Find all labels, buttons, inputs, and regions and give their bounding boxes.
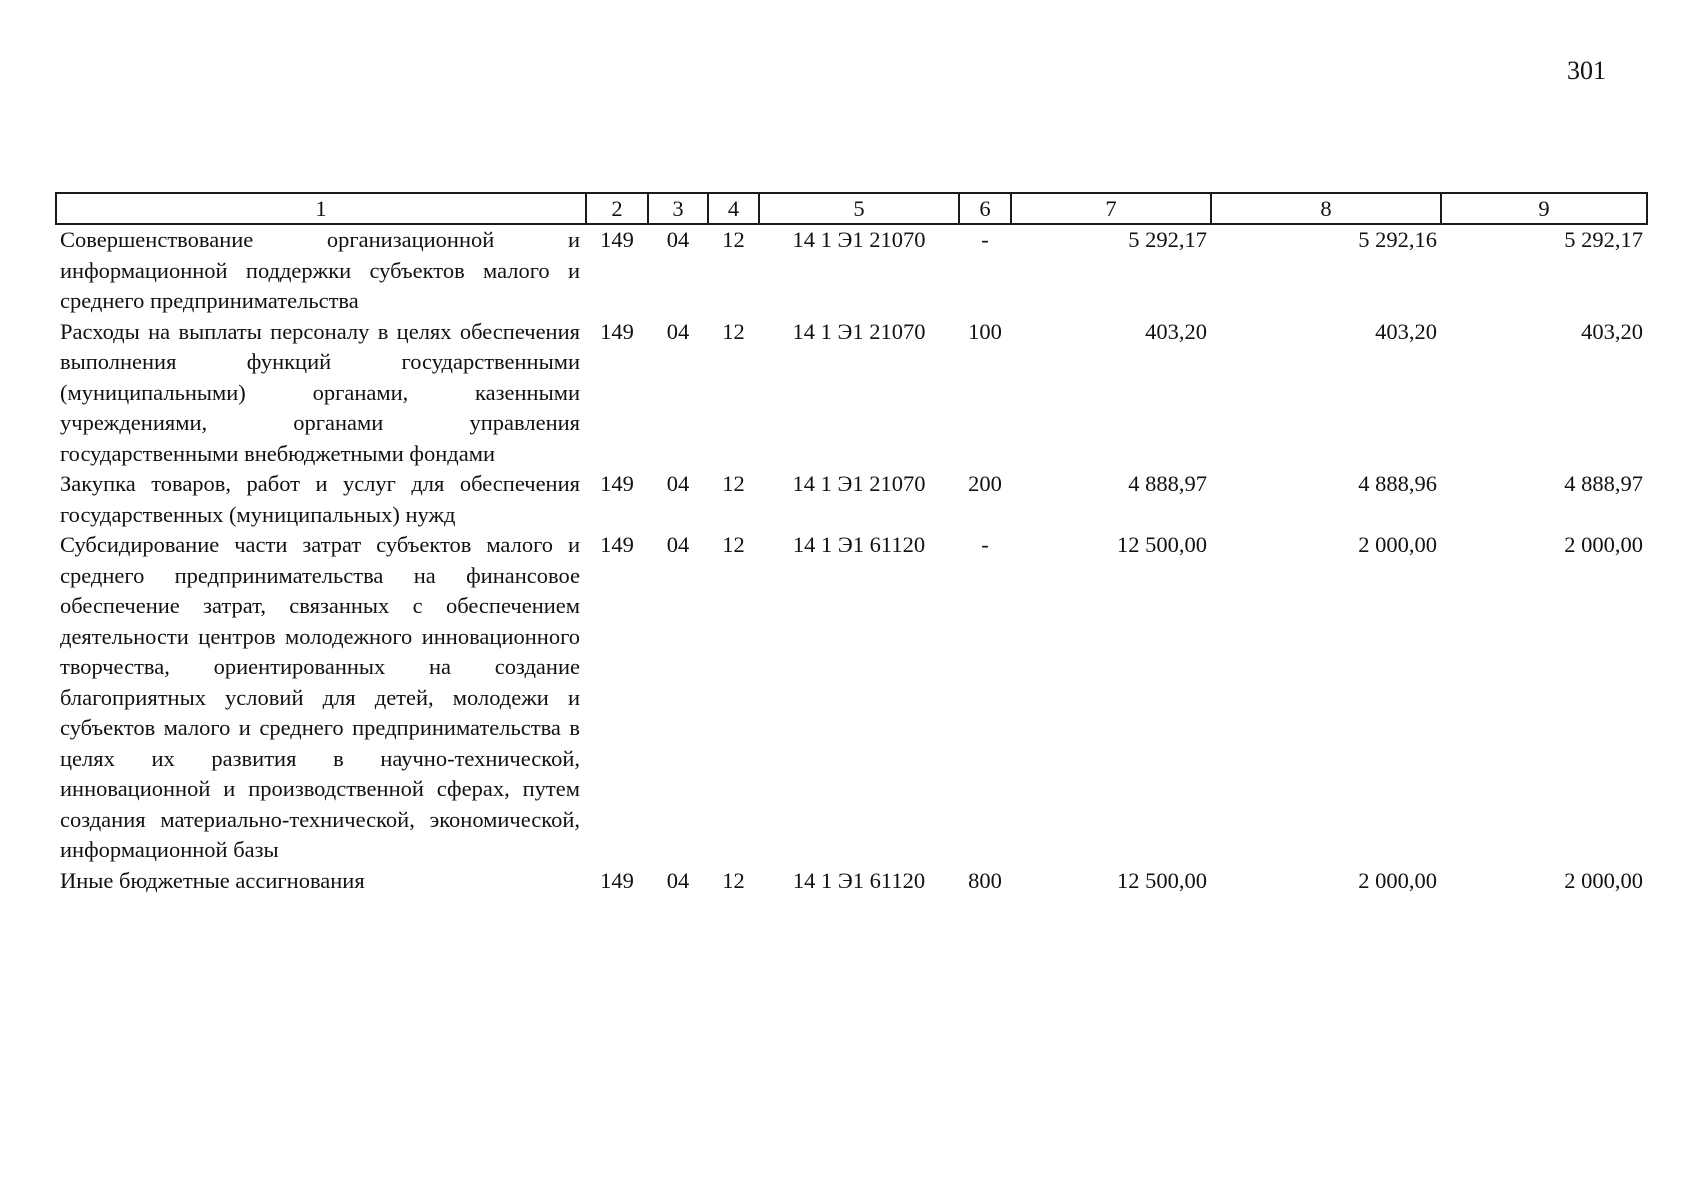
row-code-4: 12 — [722, 532, 745, 557]
row-amount-7: 403,20 — [1145, 318, 1207, 344]
row-description: Субсидирование части затрат субъектов малого и среднего предпринимательства на финансовое обеспечение затрат, связанных с обеспечением деятельности центров молодежного инновационного творчества, ориентированных на создание благоприятных условий для детей, молодежи и субъектов малого и среднего предпринимательства в целях их развития в научно-технической, инновационной и производственной сферах, путем создания материально-технической, экономической, информационной базы — [60, 532, 580, 862]
table-row — [56, 224, 1647, 317]
row-code-4: 12 — [722, 318, 745, 344]
row-amount-7: 4 888,97 — [1128, 471, 1207, 496]
row-code-4: 12 — [722, 227, 745, 252]
row-code-2: 149 — [600, 318, 634, 344]
row-code-2: 149 — [600, 227, 634, 252]
row-code-5: 14 1 Э1 21070 — [792, 227, 926, 252]
row-code-3: 04 — [666, 227, 690, 252]
header-cell: 4 — [708, 193, 759, 224]
header-cell: 1 — [56, 193, 586, 224]
header-cell: 7 — [1011, 193, 1211, 224]
row-code-4: 12 — [722, 471, 745, 496]
row-code-3: 04 — [666, 471, 690, 496]
row-description: Закупка товаров, работ и услуг для обеспечения государственных (муниципальных) нужд — [60, 471, 580, 527]
row-amount-9: 403,20 — [1581, 318, 1643, 344]
row-amount-7: 5 292,17 — [1128, 227, 1207, 252]
header-cell: 8 — [1211, 193, 1441, 224]
table-header — [56, 193, 1647, 224]
header-cell: 6 — [959, 193, 1011, 224]
row-code-2: 149 — [600, 867, 634, 893]
row-amount-9: 5 292,17 — [1564, 227, 1643, 252]
row-amount-8: 403,20 — [1375, 318, 1437, 344]
row-code-6: - — [981, 227, 989, 252]
row-code-6: 800 — [968, 867, 1002, 893]
row-amount-8: 5 292,16 — [1358, 227, 1437, 252]
row-code-6: 200 — [968, 471, 1002, 496]
row-code-5: 14 1 Э1 61120 — [792, 867, 926, 893]
table-row — [56, 530, 1647, 866]
row-code-3: 04 — [666, 867, 690, 893]
header-row — [56, 193, 1647, 224]
row-amount-7: 12 500,00 — [1117, 867, 1207, 893]
row-code-5: 14 1 Э1 61120 — [792, 532, 926, 557]
row-amount-9: 4 888,97 — [1564, 471, 1643, 496]
row-code-5: 14 1 Э1 21070 — [792, 318, 926, 344]
row-code-6: - — [981, 532, 989, 557]
row-code-3: 04 — [666, 318, 690, 344]
row-code-2: 149 — [600, 532, 634, 557]
row-code-4: 12 — [722, 867, 745, 893]
header-cell: 5 — [759, 193, 959, 224]
row-code-6: 100 — [968, 318, 1002, 344]
row-code-3: 04 — [666, 532, 690, 557]
page-number: 301 — [1567, 56, 1606, 85]
row-amount-9: 2 000,00 — [1564, 532, 1643, 557]
row-description: Совершенствование организационной и информационной поддержки субъектов малого и среднего предпринимательства — [60, 227, 580, 313]
row-amount-7: 12 500,00 — [1117, 532, 1207, 557]
row-code-5: 14 1 Э1 21070 — [792, 471, 926, 496]
row-amount-8: 2 000,00 — [1358, 867, 1437, 893]
header-cell: 3 — [648, 193, 708, 224]
row-amount-9: 2 000,00 — [1564, 867, 1643, 893]
table-row — [56, 469, 1647, 530]
table-body — [56, 224, 1647, 896]
row-amount-8: 2 000,00 — [1358, 532, 1437, 557]
table-row — [56, 866, 1647, 897]
header-cell: 9 — [1441, 193, 1647, 224]
budget-table — [55, 192, 1648, 896]
header-cell: 2 — [586, 193, 648, 224]
row-description: Иные бюджетные ассигнования — [60, 867, 365, 893]
row-code-2: 149 — [600, 471, 634, 496]
table-row — [56, 317, 1647, 470]
row-description: Расходы на выплаты персоналу в целях обеспечения выполнения функций государственными (муниципальными) органами, казенными учреждениями, органами управления государственными внебюджетными фондами — [60, 318, 580, 466]
row-amount-8: 4 888,96 — [1358, 471, 1437, 496]
